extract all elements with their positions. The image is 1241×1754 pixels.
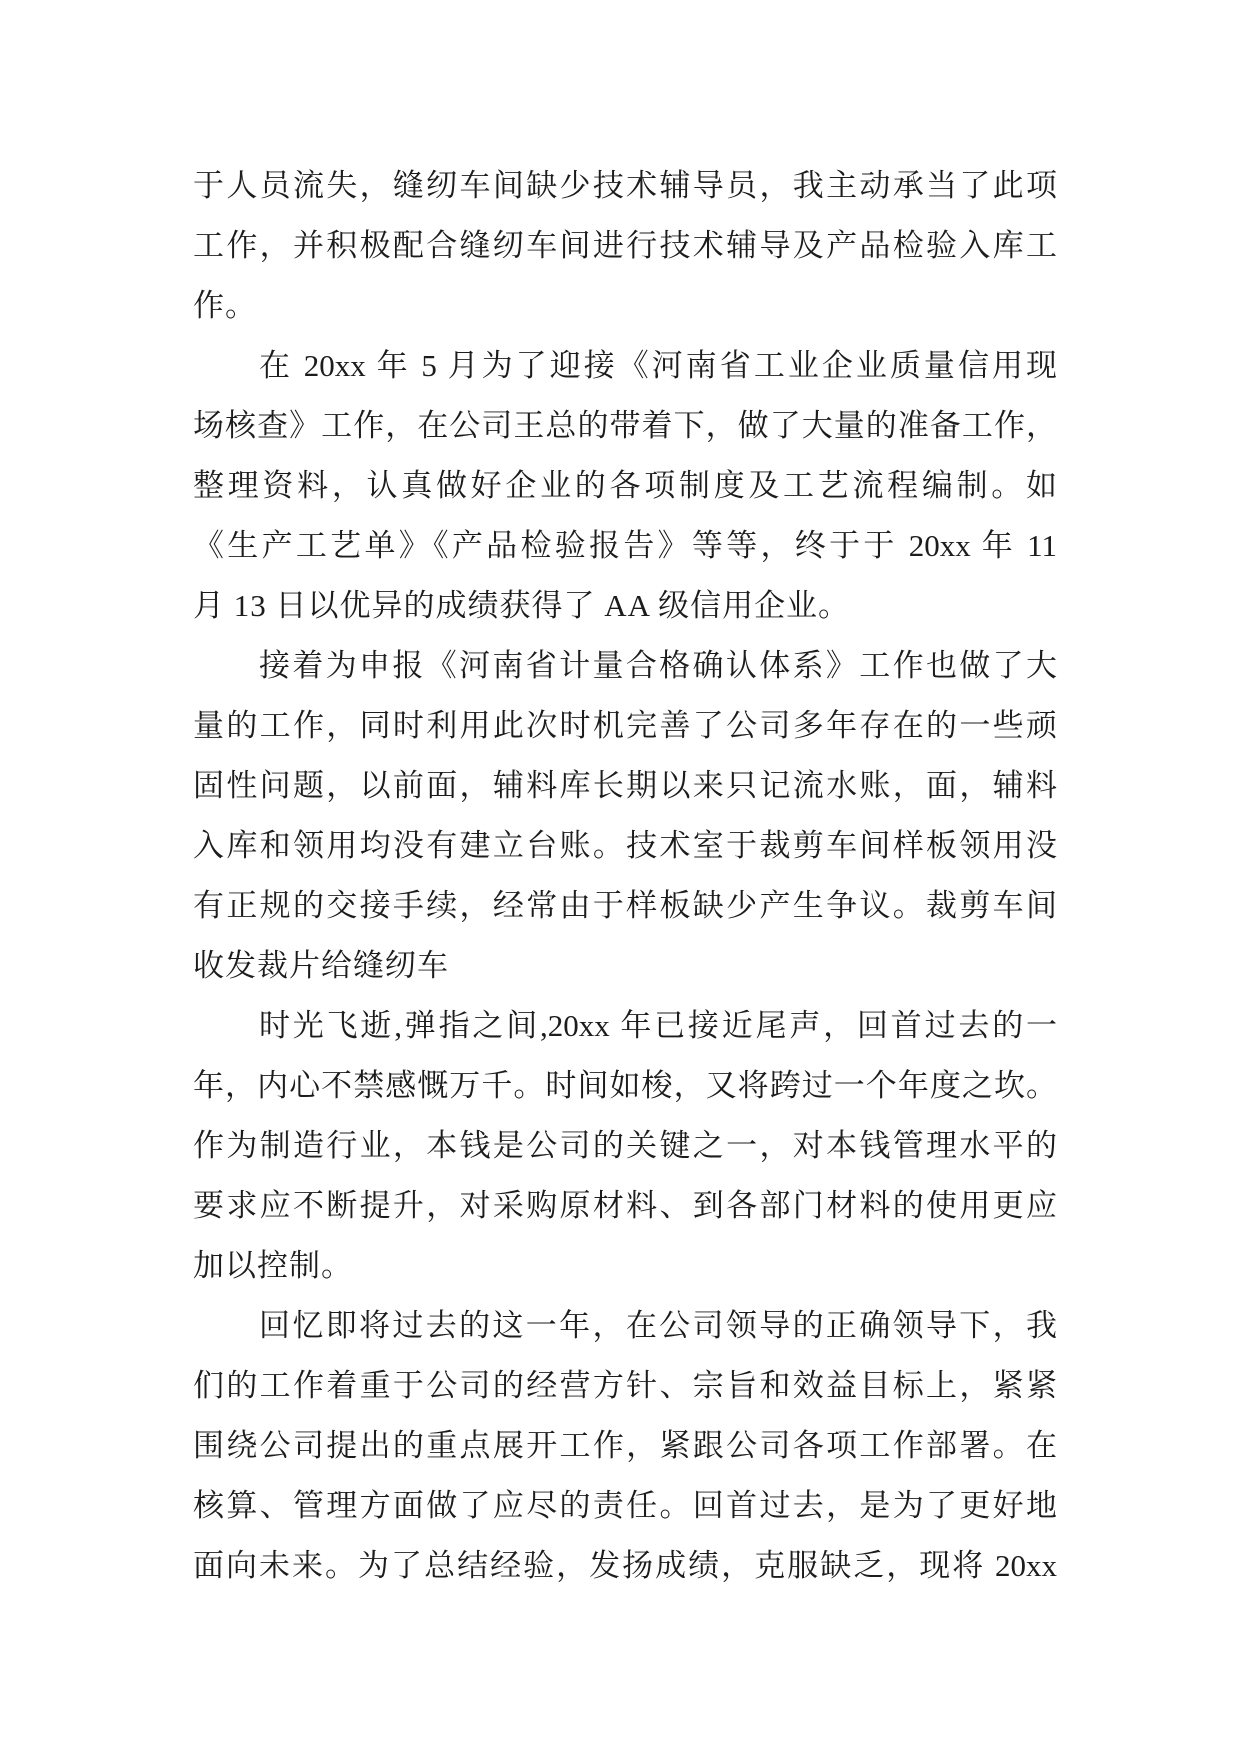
- text-line: 面向未来。为了总结经验，发扬成绩，克服缺乏，现将 20xx: [193, 1548, 1057, 1583]
- paragraph-2: [193, 336, 1057, 636]
- paragraph-5: [193, 1296, 1057, 1596]
- text-line: 要求应不断提升，对采购原材料、到各部门材料的使用更应: [193, 1188, 1057, 1223]
- text-line: 们的工作着重于公司的经营方针、宗旨和效益目标上，紧紧: [193, 1368, 1057, 1403]
- text-line: 整理资料，认真做好企业的各项制度及工艺流程编制。如: [193, 468, 1057, 503]
- paragraph-4: [193, 996, 1057, 1296]
- text-line: 月 13 日以优异的成绩获得了 AA 级信用企业。: [193, 588, 851, 623]
- text-line: 有正规的交接手续，经常由于样板缺少产生争议。裁剪车间: [193, 888, 1057, 923]
- text-line: 量的工作，同时利用此次时机完善了公司多年存在的一些顽: [193, 708, 1057, 743]
- text-line: 核算、管理方面做了应尽的责任。回首过去，是为了更好地: [193, 1488, 1057, 1523]
- text-line: 作。: [193, 288, 257, 323]
- text-line: 工作，并积极配合缝纫车间进行技术辅导及产品检验入库工: [193, 228, 1057, 263]
- paragraph-1: [193, 156, 1057, 336]
- text-line: 入库和领用均没有建立台账。技术室于裁剪车间样板领用没: [193, 828, 1057, 863]
- text-line: 年，内心不禁感慨万千。时间如梭，又将跨过一个年度之坎。: [193, 1068, 1057, 1103]
- document-body: [193, 156, 1057, 1596]
- text-line: 固性问题，以前面，辅料库长期以来只记流水账，面，辅料: [193, 768, 1057, 803]
- text-line: 时光飞逝,弹指之间,20xx 年已接近尾声，回首过去的一: [259, 1008, 1057, 1043]
- text-line: 收发裁片给缝纫车: [193, 948, 449, 983]
- text-line: 场核查》工作，在公司王总的带着下，做了大量的准备工作，: [193, 408, 1057, 443]
- text-line: 加以控制。: [193, 1248, 353, 1283]
- text-line: 接着为申报《河南省计量合格确认体系》工作也做了大: [259, 648, 1057, 683]
- text-line: 作为制造行业，本钱是公司的关键之一，对本钱管理水平的: [193, 1128, 1057, 1163]
- text-line: 围绕公司提出的重点展开工作，紧跟公司各项工作部署。在: [193, 1428, 1057, 1463]
- text-line: 回忆即将过去的这一年，在公司领导的正确领导下，我: [259, 1308, 1057, 1343]
- text-line: 于人员流失，缝纫车间缺少技术辅导员，我主动承当了此项: [193, 168, 1057, 203]
- paragraph-3: [193, 636, 1057, 996]
- text-line: 在 20xx 年 5 月为了迎接《河南省工业企业质量信用现: [259, 348, 1057, 383]
- text-line: 《生产工艺单》《产品检验报告》等等，终于于 20xx 年 11: [193, 528, 1057, 563]
